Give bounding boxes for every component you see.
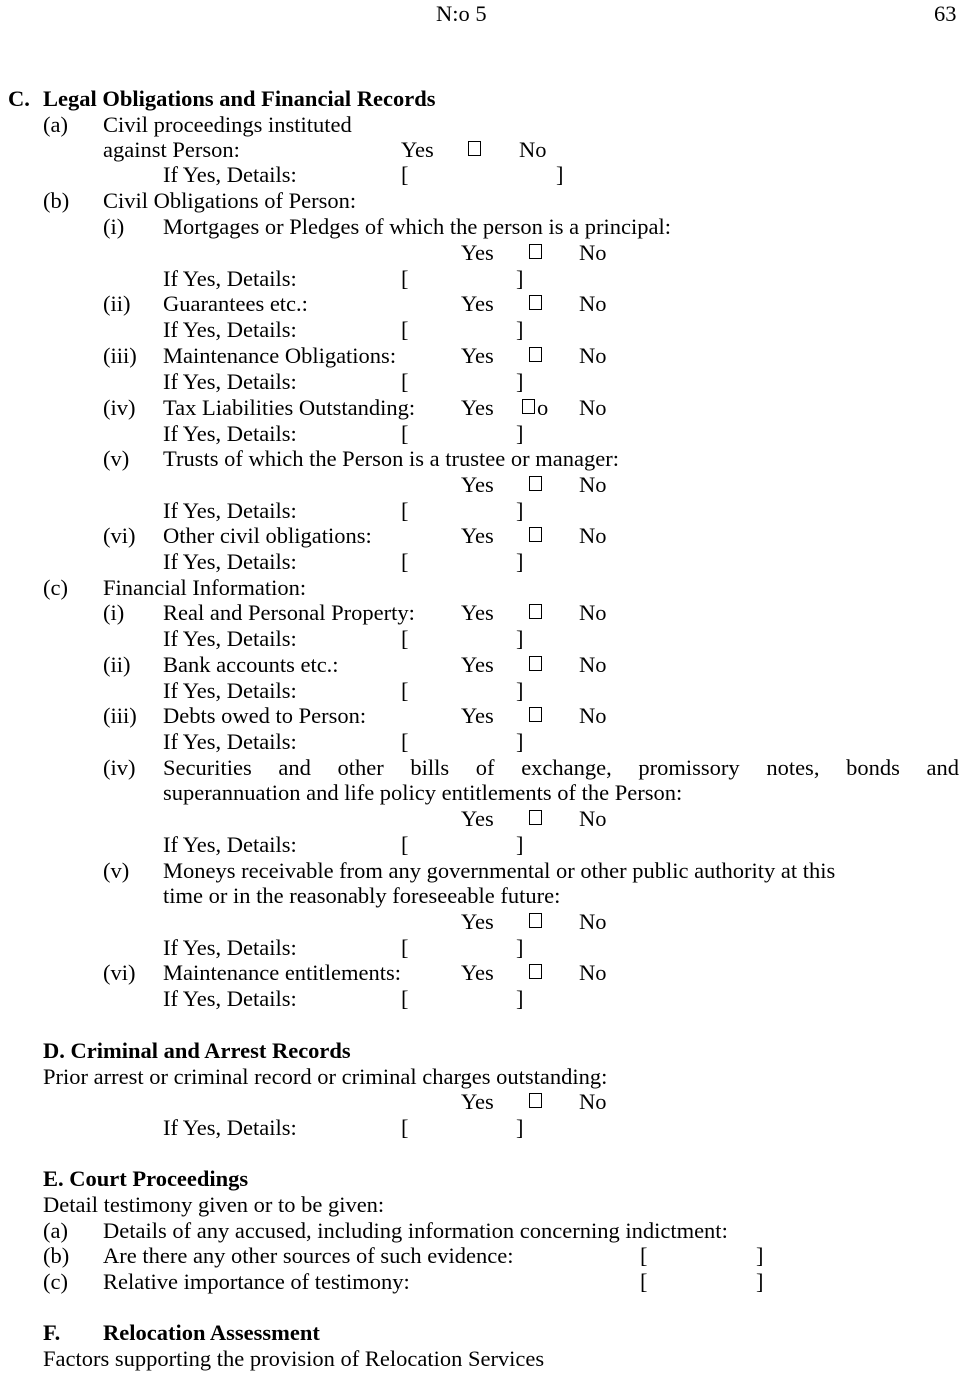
checkbox[interactable] [529, 527, 542, 542]
item-label: Tax Liabilities Outstanding: [163, 395, 416, 420]
no-label: No [579, 523, 607, 548]
bracket-close: ] [516, 986, 524, 1011]
details-label: If Yes, Details: [163, 369, 297, 394]
checkbox[interactable] [529, 964, 542, 979]
yes-label: Yes [461, 343, 494, 368]
item-num: (ii) [103, 652, 131, 677]
yes-label: Yes [461, 703, 494, 728]
bracket-open: [ [401, 549, 409, 574]
item-num: (i) [103, 600, 125, 625]
checkbox[interactable] [529, 244, 542, 259]
yes-label: Yes [461, 652, 494, 677]
checkbox[interactable] [529, 476, 542, 491]
item-num: (i) [103, 214, 125, 239]
checkbox[interactable] [529, 913, 542, 928]
no-label: No [579, 240, 607, 265]
checkbox[interactable] [529, 295, 542, 310]
details-label: If Yes, Details: [163, 832, 297, 857]
bracket-open: [ [401, 935, 409, 960]
item-label: Maintenance entitlements: [163, 960, 402, 985]
checkbox[interactable] [522, 399, 535, 414]
yes-label: Yes [461, 240, 494, 265]
details-label: If Yes, Details: [163, 678, 297, 703]
bracket-close: ] [756, 1243, 764, 1268]
bracket-open: [ [640, 1243, 648, 1268]
no-label: No [579, 600, 607, 625]
item-label: Debts owed to Person: [163, 703, 367, 728]
bracket-open: [ [401, 1115, 409, 1140]
bracket-open: [ [401, 626, 409, 651]
section-f-letter: F. [43, 1320, 61, 1345]
item-c-b-num: (b) [43, 188, 70, 213]
bracket-open: [ [401, 498, 409, 523]
no-label: No [579, 806, 607, 831]
checkbox[interactable] [529, 1093, 542, 1108]
details-label: If Yes, Details: [163, 317, 297, 342]
checkbox[interactable] [529, 656, 542, 671]
checkbox[interactable] [529, 347, 542, 362]
no-label: No [519, 137, 547, 162]
details-label: If Yes, Details: [163, 935, 297, 960]
no-label: No [579, 343, 607, 368]
item-num: (iv) [103, 395, 136, 420]
bracket-open: [ [401, 369, 409, 394]
yes-label: Yes [461, 472, 494, 497]
item-label: Details of any accused, including information concerning indictment: [103, 1218, 728, 1243]
item-label: Moneys receivable from any governmental or other public authority at this [163, 858, 836, 883]
item-c-a-label-2: against Person: [103, 137, 240, 162]
item-label: Are there any other sources of such evidence: [103, 1243, 514, 1268]
page-number: 63 [934, 1, 957, 26]
item-label: Mortgages or Pledges of which the person is a principal: [163, 214, 672, 239]
yes-label: Yes [461, 806, 494, 831]
item-label-2: time or in the reasonably foreseeable future: [163, 883, 561, 908]
item-c-a-num: (a) [43, 112, 68, 137]
checkbox[interactable] [529, 810, 542, 825]
checkbox[interactable] [529, 604, 542, 619]
bracket-open: [ [401, 729, 409, 754]
bracket-close: ] [516, 678, 524, 703]
section-d-title: D. Criminal and Arrest Records [43, 1038, 351, 1063]
item-label: Maintenance Obligations: [163, 343, 397, 368]
details-label: If Yes, Details: [163, 986, 297, 1011]
bracket-open: [ [401, 317, 409, 342]
details-label: If Yes, Details: [163, 266, 297, 291]
yes-label: Yes [401, 137, 434, 162]
no-label: No [579, 291, 607, 316]
bracket-open: [ [401, 678, 409, 703]
bracket-open: [ [401, 421, 409, 446]
bracket-close: ] [516, 626, 524, 651]
section-e-title: E. Court Proceedings [43, 1166, 249, 1191]
section-f-title: Relocation Assessment [103, 1320, 320, 1345]
bracket-close: ] [516, 369, 524, 394]
item-num: (vi) [103, 523, 136, 548]
bracket-close: ] [516, 1115, 524, 1140]
details-label: If Yes, Details: [163, 421, 297, 446]
details-label: If Yes, Details: [163, 1115, 297, 1140]
yes-label: Yes [461, 523, 494, 548]
item-num: (iii) [103, 343, 137, 368]
yes-label: Yes [461, 909, 494, 934]
bracket-close: ] [516, 729, 524, 754]
item-num: (v) [103, 858, 130, 883]
item-label: Securities and other bills of exchange, promissory notes, bonds and [163, 755, 959, 780]
bracket-close: ] [516, 266, 524, 291]
yes-label: Yes [461, 960, 494, 985]
item-c-c-title: Financial Information: [103, 575, 307, 600]
bracket-close: ] [516, 549, 524, 574]
header-issue: N:o 5 [436, 1, 487, 26]
details-label: If Yes, Details: [163, 498, 297, 523]
details-label: If Yes, Details: [163, 729, 297, 754]
item-num: (vi) [103, 960, 136, 985]
yes-label: Yes [461, 1089, 494, 1114]
bracket-open: [ [401, 266, 409, 291]
yes-label: Yes [461, 395, 494, 420]
checkbox[interactable] [529, 707, 542, 722]
item-num: (c) [43, 1269, 68, 1294]
no-label: No [579, 960, 607, 985]
bracket-close: ] [556, 162, 564, 187]
item-label-2: superannuation and life policy entitlements of the Person: [163, 780, 683, 805]
details-label: If Yes, Details: [163, 626, 297, 651]
section-d-text: Prior arrest or criminal record or criminal charges outstanding: [43, 1064, 608, 1089]
item-label: Trusts of which the Person is a trustee or manager: [163, 446, 619, 471]
bracket-close: ] [756, 1269, 764, 1294]
section-c-letter: C. [8, 86, 30, 111]
item-label: Bank accounts etc.: [163, 652, 339, 677]
bracket-close: ] [516, 832, 524, 857]
item-label: Relative importance of testimony: [103, 1269, 410, 1294]
section-f-text: Factors supporting the provision of Relocation Services [43, 1346, 545, 1371]
details-label: If Yes, Details: [163, 162, 297, 187]
item-label: Other civil obligations: [163, 523, 372, 548]
section-c-title: Legal Obligations and Financial Records [43, 86, 436, 111]
item-c-c-num: (c) [43, 575, 68, 600]
item-num: (ii) [103, 291, 131, 316]
bracket-close: ] [516, 498, 524, 523]
bracket-open: [ [401, 986, 409, 1011]
no-label: No [579, 909, 607, 934]
item-num: (iv) [103, 755, 136, 780]
no-label: No [579, 652, 607, 677]
item-num: (b) [43, 1243, 70, 1268]
bracket-open: [ [401, 162, 409, 187]
no-label: No [579, 395, 607, 420]
bracket-close: ] [516, 935, 524, 960]
yes-label: Yes [461, 600, 494, 625]
item-num: (a) [43, 1218, 68, 1243]
no-label: No [579, 703, 607, 728]
item-c-a-label: Civil proceedings instituted [103, 112, 352, 137]
checkbox[interactable] [468, 141, 481, 156]
bracket-close: ] [516, 317, 524, 342]
no-label: No [579, 1089, 607, 1114]
section-e-intro: Detail testimony given or to be given: [43, 1192, 385, 1217]
item-num: (iii) [103, 703, 137, 728]
item-c-b-title: Civil Obligations of Person: [103, 188, 357, 213]
item-label: Real and Personal Property: [163, 600, 415, 625]
bracket-open: [ [401, 832, 409, 857]
details-label: If Yes, Details: [163, 549, 297, 574]
o-mark: o [537, 395, 549, 420]
item-label: Guarantees etc.: [163, 291, 308, 316]
bracket-open: [ [640, 1269, 648, 1294]
bracket-close: ] [516, 421, 524, 446]
item-num: (v) [103, 446, 130, 471]
no-label: No [579, 472, 607, 497]
yes-label: Yes [461, 291, 494, 316]
